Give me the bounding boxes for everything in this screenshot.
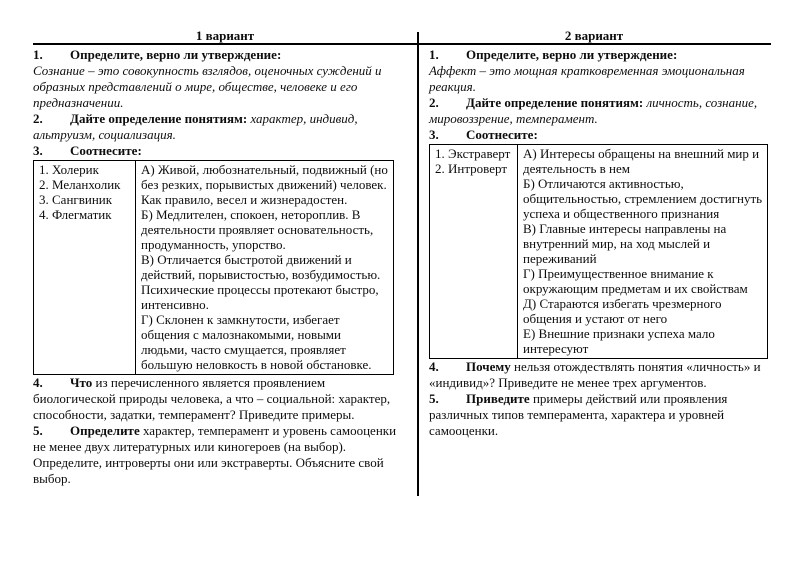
- description-item: Б) Отличаются активностью, общительностью, стремлением достигнуть успеха и общественного признания: [523, 176, 763, 221]
- v1-q2-terms: характер, индивид, альтруизм, социализация.: [33, 111, 358, 142]
- description-item: В) Главные интересы направлены на внутренний мир, на ход мыслей и переживаний: [523, 221, 727, 266]
- variant-1-column: [33, 47, 409, 487]
- description-item: Г) Преимущественное внимание к окружающим предметам и их свойствам: [523, 266, 748, 296]
- v2-q1-label: Определите, верно ли утверждение:: [466, 47, 678, 62]
- v2-question-2: [429, 95, 770, 127]
- option-item: 2. Интроверт: [435, 161, 508, 176]
- description-item: В) Отличается быстротой движений и действий, порывистостью, возбудимостью. Психические процессы протекают быстро, интенсивно.: [141, 252, 381, 312]
- v2-q2-number: 2.: [429, 95, 439, 110]
- v1-q5-label: Определите: [70, 423, 140, 438]
- description-item: Б) Медлителен, спокоен, нетороплив. В деятельности проявляет основательность, продуманность, упорство.: [141, 207, 374, 252]
- v2-q5-text: примеры действий или проявления различных типов темперамента, характера и уровней самооценки.: [429, 391, 728, 438]
- description-item: А) Интересы обращены на внешний мир и деятельность в нем: [523, 146, 760, 176]
- v2-question-3: [429, 127, 770, 143]
- option-item: 3. Сангвиник: [39, 192, 113, 207]
- v2-q3-label: Соотнесите:: [466, 127, 538, 142]
- v2-q1-statement: Аффект – это мощная кратковременная эмоциональная реакция.: [429, 63, 745, 94]
- v1-question-3: [33, 143, 409, 159]
- v2-options-cell: [430, 145, 518, 359]
- v2-q4-label: Почему: [466, 359, 511, 374]
- v1-q1-number: 1.: [33, 47, 43, 62]
- variant-2-header: 2 вариант: [564, 28, 624, 43]
- v2-q2-terms: личность, сознание, мировоззрение, темперамент.: [429, 95, 758, 126]
- column-divider: [417, 32, 419, 496]
- v1-question-4: [33, 375, 409, 423]
- v1-q4-label: Что: [70, 375, 93, 390]
- v2-q1-number: 1.: [429, 47, 439, 62]
- description-item: Д) Стараются избегать чрезмерного общения и устают от него: [523, 296, 722, 326]
- header-rule: [33, 43, 771, 45]
- v1-q2-number: 2.: [33, 111, 43, 126]
- option-item: 1. Экстраверт: [435, 146, 511, 161]
- v2-q2-label: Дайте определение понятиям:: [466, 95, 644, 110]
- option-item: 2. Меланхолик: [39, 177, 121, 192]
- v1-q1-label: Определите, верно ли утверждение:: [70, 47, 282, 62]
- v1-q4-number: 4.: [33, 375, 43, 390]
- v2-q5-number: 5.: [429, 391, 439, 406]
- description-item: Е) Внешние признаки успеха мало интересуют: [523, 326, 715, 356]
- v2-question-5: [429, 391, 770, 439]
- v2-q4-text: нельзя отождествлять понятия «личность» и «индивид»? Приведите не менее трех аргументов.: [429, 359, 761, 390]
- v1-q5-number: 5.: [33, 423, 43, 438]
- v1-question-2: [33, 111, 409, 143]
- v1-q5-text: характер, темперамент и уровень самооценки не менее двух литературных или киногероев (на выбор). Определите, интроверты они или экстраверты. Объясните свой выбор.: [33, 423, 397, 486]
- v1-question-5: [33, 423, 409, 487]
- description-item: Г) Склонен к замкнутости, избегает общения с малознакомыми, новыми людьми, часто смущается, проявляет большую неловкость в новой обстановке.: [141, 312, 372, 372]
- v2-descriptions-cell: [518, 145, 768, 359]
- v2-matching-table: [429, 144, 768, 359]
- description-item: А) Живой, любознательный, подвижный (но без резких, порывистых движений) человек. Как правило, весел и жизнерадостен.: [141, 162, 388, 207]
- variant-2-column: [429, 47, 770, 439]
- option-item: 4. Флегматик: [39, 207, 112, 222]
- v1-q3-label: Соотнесите:: [70, 143, 142, 158]
- v2-question-4: [429, 359, 770, 391]
- variant-1-header: 1 вариант: [195, 28, 255, 43]
- v1-q3-number: 3.: [33, 143, 43, 158]
- v1-matching-table: [33, 160, 394, 375]
- v1-q4-text: из перечисленного является проявлением биологической природы человека, а что – социальной: характер, способности, задатки, темперамент? Приведите примеры.: [33, 375, 391, 422]
- v1-options-cell: [34, 161, 136, 375]
- v1-q1-statement: Сознание – это совокупность взглядов, оценочных суждений и образных представлений о мире, обществе, человеке и его предназначении.: [33, 63, 382, 110]
- v2-q5-label: Приведите: [466, 391, 530, 406]
- v2-q4-number: 4.: [429, 359, 439, 374]
- v1-q2-label: Дайте определение понятиям:: [70, 111, 248, 126]
- v1-question-1: [33, 47, 409, 63]
- table-row: [34, 161, 394, 375]
- v2-q3-number: 3.: [429, 127, 439, 142]
- option-item: 1. Холерик: [39, 162, 99, 177]
- table-row: [430, 145, 768, 359]
- v2-question-1: [429, 47, 770, 63]
- v1-descriptions-cell: [136, 161, 394, 375]
